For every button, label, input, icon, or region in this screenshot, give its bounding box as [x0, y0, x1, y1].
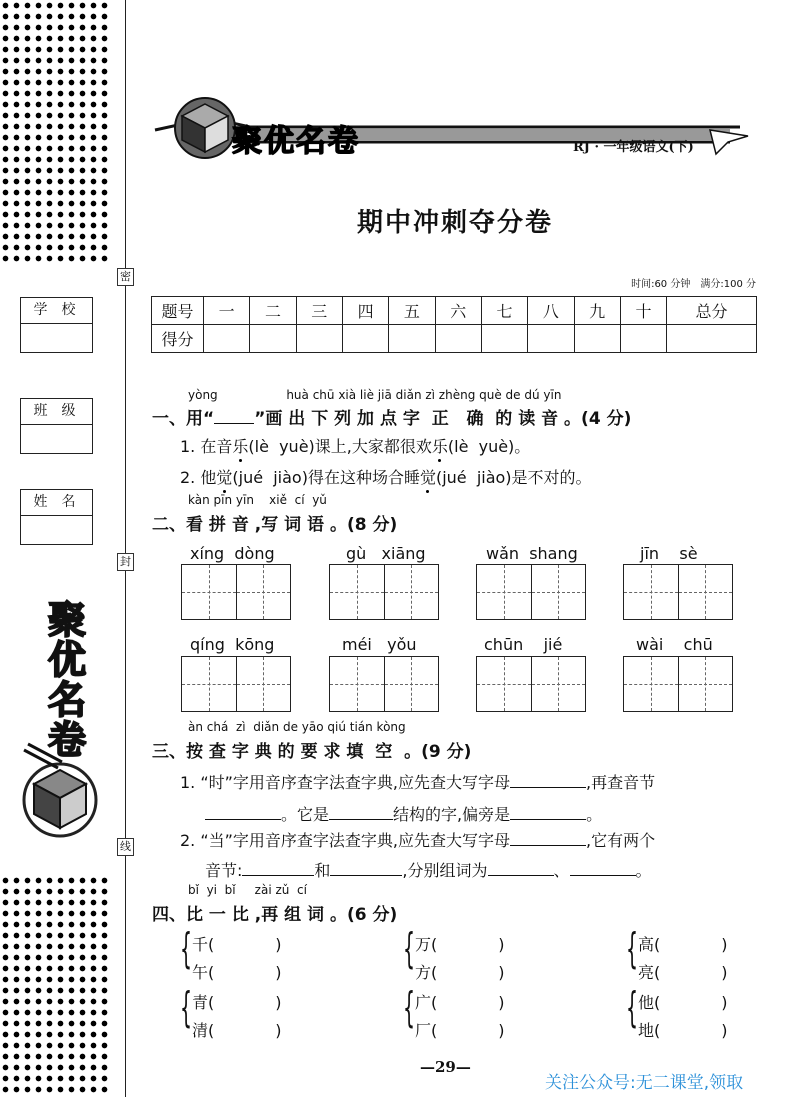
q3-text: 。它是	[281, 805, 330, 824]
compare-word[interactable]: 他( )	[638, 993, 728, 1012]
word-pinyin: xíng dòng	[190, 544, 275, 563]
side-logo-text: 聚 优 名 卷	[47, 598, 86, 762]
cell-total: 总分	[667, 297, 757, 325]
compare-word[interactable]: 方( )	[415, 963, 505, 982]
cell-label: 题号	[152, 297, 204, 325]
q1-item-2-text-a: 2. 他	[180, 468, 217, 487]
compare-word[interactable]: 千( )	[192, 935, 282, 954]
checker-pattern-bottom	[0, 875, 112, 1097]
dotted-char: 乐	[232, 434, 248, 457]
cell-q8: 八	[528, 297, 574, 325]
cell-q7: 七	[481, 297, 527, 325]
seal-char-feng: 封	[117, 553, 134, 571]
cell-q4: 四	[342, 297, 388, 325]
q1-item-1-text-b[interactable]: (lè yuè)课上,大家都很欢	[248, 437, 432, 456]
score-cell[interactable]	[481, 325, 527, 353]
q1-item-2	[180, 465, 592, 488]
word-pinyin: wài chū	[636, 635, 713, 654]
q1-mark-blank	[214, 410, 254, 424]
compare-word[interactable]: 高( )	[638, 935, 728, 954]
brace-icon: {	[180, 983, 193, 1032]
brace-icon: {	[626, 983, 639, 1032]
q4-pinyin: bǐ yi bǐ zài zǔ cí	[188, 883, 307, 897]
class-field	[20, 398, 93, 454]
q3-text: ,再查音节	[586, 773, 656, 792]
q3-heading: 三、按 查 字 典 的 要 求 填 空 。(9 分)	[152, 742, 472, 762]
q4-heading: 四、比 一 比 ,再 组 词 。(6 分)	[152, 905, 398, 925]
school-label: 学校	[21, 298, 92, 324]
watermark: 关注公众号:无二课堂,领取	[545, 1073, 744, 1093]
compare-word[interactable]: 广( )	[415, 993, 505, 1012]
q3-text: 结构的字,偏旁是	[393, 805, 511, 824]
name-value[interactable]	[21, 516, 92, 544]
compare-word[interactable]: 地( )	[638, 1021, 728, 1040]
score-cell[interactable]	[389, 325, 435, 353]
name-field	[20, 489, 93, 545]
brace-icon: {	[626, 924, 639, 973]
tian-grid[interactable]	[181, 564, 291, 620]
compare-word[interactable]: 万( )	[415, 935, 505, 954]
score-cell[interactable]	[667, 325, 757, 353]
q1-item-1-text-c[interactable]: (lè yuè)。	[447, 437, 531, 456]
score-table-row-scores	[152, 325, 757, 353]
compare-word[interactable]: 厂( )	[415, 1021, 505, 1040]
answer-blank[interactable]	[510, 774, 586, 788]
tian-grid[interactable]	[476, 656, 586, 712]
class-value[interactable]	[21, 425, 92, 453]
q3-text: 2. “当”字用音序查字法查字典,应先查大写字母	[180, 831, 511, 850]
score-cell[interactable]	[250, 325, 296, 353]
q3-text: 、	[553, 861, 570, 880]
q3-text: ,分别组词为	[402, 861, 488, 880]
dotted-char: 觉	[420, 465, 436, 488]
compare-word[interactable]: 午( )	[192, 963, 282, 982]
word-pinyin: méi yǒu	[342, 635, 417, 654]
class-label: 班级	[21, 399, 92, 425]
score-cell[interactable]	[342, 325, 388, 353]
brace-icon: {	[180, 924, 193, 973]
tian-grid[interactable]	[329, 564, 439, 620]
binding-line	[125, 0, 126, 1097]
score-cell[interactable]	[296, 325, 342, 353]
q1-heading	[152, 404, 631, 429]
q1-heading-a: 一、用“	[152, 409, 215, 429]
q3-text: 1. “时”字用音序查字法查字典,应先查大写字母	[180, 773, 511, 792]
dotted-char: 觉	[216, 465, 232, 488]
q1-item-2-text-b[interactable]: (jué jiào)得在这种场合睡	[232, 468, 420, 487]
header-logo-text: 聚优名卷	[232, 124, 360, 159]
q1-pinyin: yòng huà chū xià liè jiā diǎn zì zhèng què de dú yīn	[188, 388, 562, 402]
answer-blank[interactable]	[330, 862, 402, 876]
q3-line-2	[205, 802, 602, 825]
cell-q9: 九	[574, 297, 620, 325]
answer-blank[interactable]	[242, 862, 314, 876]
q1-heading-b: ”画 出 下 列 加 点 字 正 确 的 读 音 。(4 分)	[254, 409, 632, 429]
cell-q2: 二	[250, 297, 296, 325]
compare-word[interactable]: 青( )	[192, 993, 282, 1012]
answer-blank[interactable]	[205, 806, 281, 820]
q3-text: 。	[586, 805, 603, 824]
cell-q10: 十	[620, 297, 666, 325]
dotted-char: 乐	[432, 434, 448, 457]
time-info: 时间:60 分钟 满分:100 分	[631, 279, 756, 290]
header-subtitle: RJ · 一年级语文(下)	[573, 140, 694, 155]
score-cell[interactable]	[204, 325, 250, 353]
page-title: 期中冲刺夺分卷	[356, 208, 553, 238]
brace-icon: {	[403, 983, 416, 1032]
page-number: —29—	[420, 1058, 471, 1076]
cell-score-label: 得分	[152, 325, 204, 353]
school-value[interactable]	[21, 324, 92, 352]
q3-line-4	[205, 858, 652, 881]
cell-q6: 六	[435, 297, 481, 325]
answer-blank[interactable]	[570, 862, 636, 876]
score-table-row-headers	[152, 297, 757, 325]
tian-grid[interactable]	[476, 564, 586, 620]
answer-blank[interactable]	[488, 862, 554, 876]
answer-blank[interactable]	[329, 806, 393, 820]
score-table	[151, 296, 757, 353]
seal-char-xian: 线	[117, 838, 134, 856]
answer-blank[interactable]	[510, 806, 586, 820]
word-pinyin: chūn jié	[484, 635, 563, 654]
q3-line-1	[180, 770, 655, 793]
word-pinyin: jīn sè	[640, 544, 698, 563]
word-pinyin: gù xiāng	[346, 544, 426, 563]
answer-blank[interactable]	[510, 832, 586, 846]
q3-text: ,它有两个	[586, 831, 656, 850]
cell-q3: 三	[296, 297, 342, 325]
q3-pinyin: àn chá zì diǎn de yāo qiú tián kòng	[188, 720, 406, 734]
q3-text: 。	[635, 861, 652, 880]
tian-grid[interactable]	[623, 656, 733, 712]
score-cell[interactable]	[528, 325, 574, 353]
q2-pinyin: kàn pīn yīn xiě cí yǔ	[188, 493, 327, 507]
compare-word[interactable]: 亮( )	[638, 963, 728, 982]
brace-icon: {	[403, 924, 416, 973]
tian-grid[interactable]	[623, 564, 733, 620]
cell-q1: 一	[204, 297, 250, 325]
seal-char-mi: 密	[117, 268, 134, 286]
word-pinyin: qíng kōng	[190, 635, 275, 654]
q1-item-2-text-c[interactable]: (jué jiào)是不对的。	[435, 468, 592, 487]
q1-item-1-text-a: 1. 在音	[180, 437, 233, 456]
cell-q5: 五	[389, 297, 435, 325]
tian-grid[interactable]	[329, 656, 439, 712]
q3-text: 和	[314, 861, 331, 880]
name-label: 姓名	[21, 490, 92, 516]
q3-text: 音节:	[205, 861, 243, 880]
q3-line-3	[180, 828, 655, 851]
score-cell[interactable]	[574, 325, 620, 353]
word-pinyin: wǎn shang	[486, 544, 578, 563]
tian-grid[interactable]	[181, 656, 291, 712]
school-field	[20, 297, 93, 353]
q1-item-1	[180, 434, 530, 457]
q2-heading: 二、看 拼 音 ,写 词 语 。(8 分)	[152, 515, 398, 535]
compare-word[interactable]: 清( )	[192, 1021, 282, 1040]
score-cell[interactable]	[620, 325, 666, 353]
score-cell[interactable]	[435, 325, 481, 353]
